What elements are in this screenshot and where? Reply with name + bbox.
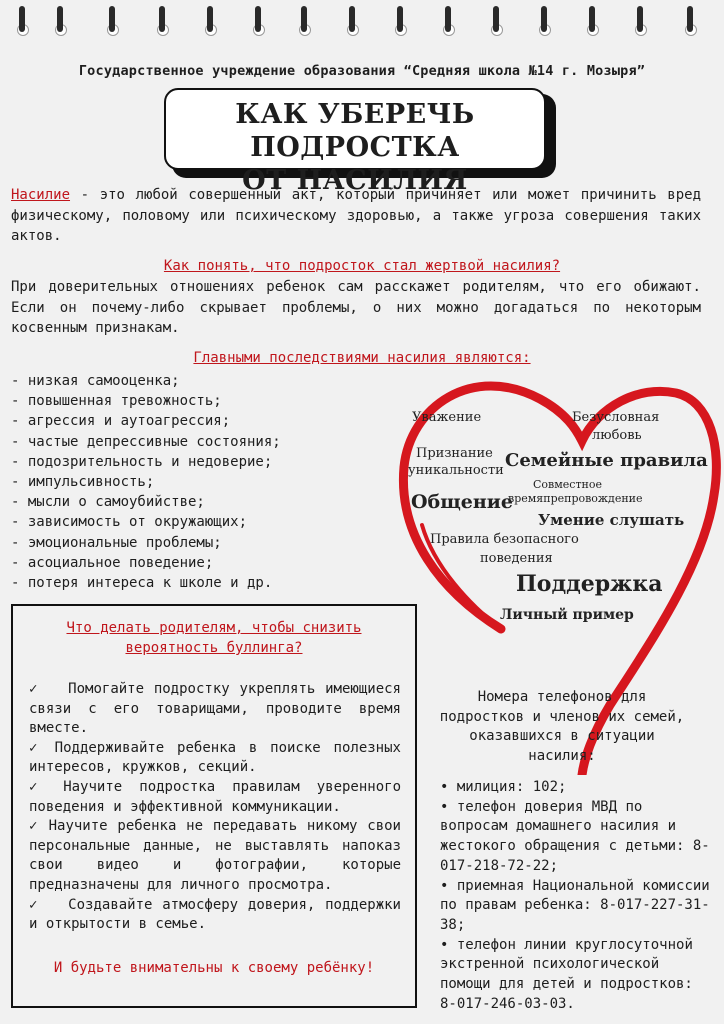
definition-term: Насилие	[11, 187, 71, 203]
check-icon: ✓	[29, 778, 47, 795]
heart-word-pastime-1: Совместное	[533, 478, 603, 491]
binding-ring	[589, 6, 595, 32]
tip-text: Научите подростка правилам уверенного поведения и эффективной коммуникации.	[29, 778, 401, 815]
check-icon: ✓	[29, 896, 39, 913]
phone-text: милиция: 102;	[456, 779, 567, 795]
phone-item	[440, 877, 712, 936]
phone-text: приемная Национальной комиссии по правам ребенка: 8-017-227-31-38;	[440, 877, 710, 933]
tip-item	[29, 817, 401, 895]
binding-ring	[349, 6, 355, 32]
binding-ring	[541, 6, 547, 32]
list-item: - потеря интереса к школе и др.	[11, 575, 273, 592]
title-line-2: ОТ НАСИЛИЯ	[242, 165, 468, 196]
list-item: - низкая самооценка;	[11, 373, 180, 389]
phone-text: телефон линии круглосуточной экстренной психологической помощи для детей и подростков: 8-017-246-03-03.	[440, 936, 693, 1012]
binding-ring	[19, 6, 25, 32]
tip-text: Поддерживайте ребенка в поиске полезных интересов, кружков, секций.	[29, 739, 401, 776]
spiral-binding	[0, 0, 724, 44]
binding-ring	[397, 6, 403, 32]
list-item: - мысли о самоубийстве;	[11, 494, 205, 511]
phones-heading: Номера телефонов для подростков и членов их семей, оказавшихся в ситуации насилия:	[439, 689, 685, 764]
check-icon: ✓	[29, 739, 42, 756]
heart-word-pastime-2: времяпрепровождение	[508, 492, 643, 505]
consequences-heading: Главными последствиями насилия являются:	[193, 350, 531, 366]
parents-advice-box	[11, 604, 417, 1008]
title-line-1: КАК УБЕРЕЧЬ ПОДРОСТКА	[235, 99, 475, 163]
heart-word-love-1: Безусловная	[572, 410, 660, 425]
tip-item	[29, 778, 401, 817]
list-item: - повышенная тревожность;	[11, 393, 222, 410]
binding-ring	[255, 6, 261, 32]
parents-advice-footer: И будьте внимательны к своему ребёнку!	[53, 960, 375, 976]
heading-line-2: вероятность буллинга?	[125, 640, 303, 656]
heart-word-safety-2: поведения	[480, 551, 553, 566]
list-item: - подозрительность и недоверие;	[11, 453, 273, 470]
heading-line-1: Что делать родителям, чтобы снизить	[66, 620, 362, 636]
list-item: - зависимость от окружающих;	[11, 514, 248, 531]
tip-text: Научите ребенка не передавать никому свои персональные данные, не выставлять напоказ свои видео и фотографии, которые предназначены для личного просмотра.	[29, 818, 401, 893]
bullet-icon: •	[440, 779, 449, 795]
definition-paragraph	[11, 185, 701, 247]
list-item: - агрессия и аутоагрессия;	[11, 413, 231, 430]
bullet-icon: •	[440, 877, 449, 894]
phone-item	[440, 798, 712, 877]
consequences-list	[11, 371, 281, 593]
heart-word-example: Личный пример	[500, 607, 634, 623]
binding-ring	[687, 6, 693, 32]
list-item: - импульсивность;	[11, 474, 155, 491]
heart-word-love-2: любовь	[592, 428, 642, 443]
heart-word-listening: Умение слушать	[538, 511, 685, 529]
parents-advice-heading	[13, 618, 415, 658]
heart-word-uniqueness-1: Признание	[416, 446, 493, 461]
binding-ring	[109, 6, 115, 32]
binding-ring	[57, 6, 63, 32]
list-item: - асоциальное поведение;	[11, 554, 214, 571]
bullet-icon: •	[440, 798, 449, 815]
check-icon: ✓	[29, 818, 39, 835]
tip-item	[29, 680, 401, 739]
heart-word-respect: Уважение	[412, 410, 482, 425]
heart-word-uniqueness-2: уникальности	[408, 463, 504, 478]
binding-ring	[637, 6, 643, 32]
phone-item	[440, 936, 712, 1015]
page-title	[164, 88, 546, 196]
victim-text: При доверительных отношениях ребенок сам расскажет родителям, что его обижают. Если он почему-либо скрывает проблемы, о них можно догадаться по некоторым косвенным признакам.	[11, 279, 701, 336]
list-item: - эмоциональные проблемы;	[11, 534, 222, 551]
list-item: - частые депрессивные состояния;	[11, 433, 281, 450]
heart-word-communication: Общение	[411, 491, 513, 513]
bullet-icon: •	[440, 936, 449, 953]
binding-ring	[207, 6, 213, 32]
binding-ring	[159, 6, 165, 32]
victim-heading: Как понять, что подросток стал жертвой насилия?	[163, 258, 561, 274]
tip-item	[29, 739, 401, 778]
binding-ring	[493, 6, 499, 32]
phone-text: телефон доверия МВД по вопросам домашнего насилия и жестокого обращения с детьми: 8-017-218-72-22;	[440, 798, 710, 874]
phone-item	[440, 778, 712, 798]
heart-word-support: Поддержка	[516, 571, 663, 597]
tip-text: Создавайте атмосферу доверия, поддержки и открытости в семье.	[29, 896, 401, 933]
check-icon: ✓	[29, 681, 39, 697]
binding-ring	[301, 6, 307, 32]
definition-text: - это любой совершенный акт, который причиняет или может причинить вред физическому, половому или психическому здоровью, а также угроза совершения таких актов.	[11, 187, 701, 244]
tip-item	[29, 896, 401, 935]
phones-list	[440, 778, 712, 1014]
heart-word-family-rules: Семейные правила	[505, 450, 708, 471]
organization-name: Государственное учреждение образования “Средняя школа №14 г. Мозыря”	[78, 63, 646, 79]
binding-ring	[445, 6, 451, 32]
heart-word-safety-1: Правила безопасного	[430, 532, 579, 547]
tip-text: Помогайте подростку укреплять имеющиеся связи с его товарищами, проводите время вместе.	[29, 681, 401, 737]
parents-tips-list	[29, 680, 401, 935]
